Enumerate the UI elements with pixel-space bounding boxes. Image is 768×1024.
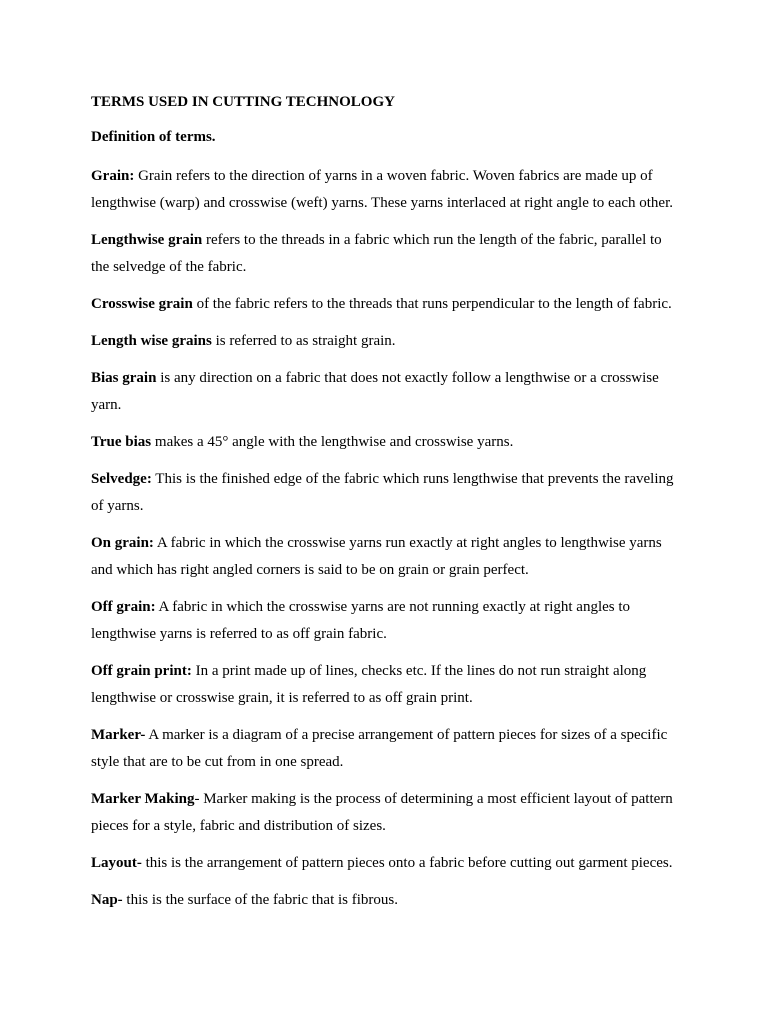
definition-term: Lengthwise grain — [91, 232, 203, 248]
definition-term: Marker Making — [91, 791, 195, 807]
definition-term: Length wise grains — [91, 333, 212, 349]
definition-text: A fabric in which the crosswise yarns are not running exactly at right angles to lengthwise yarns is referred to as off grain fabric. — [91, 599, 631, 642]
definition-entry — [91, 786, 680, 840]
definition-term: Selvedge: — [91, 471, 152, 487]
definition-entry — [91, 530, 680, 584]
definition-term: Layout- — [91, 855, 142, 871]
document-subtitle: Definition of terms. — [91, 129, 216, 145]
definition-text: refers to the threads in a fabric which run the length of the fabric, parallel to the selvedge of the fabric. — [91, 232, 662, 275]
definition-term: Off grain print: — [91, 663, 192, 679]
definition-text: A fabric in which the crosswise yarns run exactly at right angles to lengthwise yarns and which has right angled corners is said to be on grain or grain perfect. — [91, 535, 662, 578]
definition-entry — [91, 722, 680, 776]
definition-text: of the fabric refers to the threads that runs perpendicular to the length of fabric. — [192, 296, 672, 312]
definition-text: This is the finished edge of the fabric which runs lengthwise that prevents the raveling of yarns. — [91, 471, 674, 514]
definition-entry — [91, 227, 680, 281]
definition-term: Grain: — [91, 168, 135, 184]
definition-entry — [91, 429, 680, 456]
definition-text: A marker is a diagram of a precise arrangement of pattern pieces for sizes of a specific style that are to be cut from in one spread. — [91, 727, 668, 770]
definition-entry — [91, 163, 680, 217]
definition-term: True bias — [91, 434, 152, 450]
definition-term: Marker- — [91, 727, 146, 743]
definition-term: Crosswise grain — [91, 296, 193, 312]
definition-term: Off grain: — [91, 599, 156, 615]
definition-text: In a print made up of lines, checks etc. If the lines do not run straight along lengthwise or crosswise grain, it is referred to as off grain print. — [91, 663, 647, 706]
definition-term: Bias grain — [91, 370, 157, 386]
definition-term: On grain: — [91, 535, 154, 551]
definition-text: this is the surface of the fabric that is fibrous. — [122, 892, 399, 908]
definition-text: makes a 45° angle with the lengthwise and crosswise yarns. — [151, 434, 514, 450]
definition-text: Grain refers to the direction of yarns in a woven fabric. Woven fabrics are made up of lengthwise (warp) and crosswise (weft) yarns. These yarns interlaced at right angle to each other. — [91, 168, 674, 211]
definition-entry — [91, 466, 680, 520]
definition-text: this is the arrangement of pattern pieces onto a fabric before cutting out garment pieces. — [141, 855, 673, 871]
definition-entry — [91, 658, 680, 712]
definition-entry — [91, 594, 680, 648]
definition-entry — [91, 328, 680, 355]
definition-entry — [91, 887, 680, 914]
definition-entry — [91, 291, 680, 318]
definition-text: is any direction on a fabric that does not exactly follow a lengthwise or a crosswise yarn. — [91, 370, 659, 413]
definition-term: Nap- — [91, 892, 123, 908]
definition-text: is referred to as straight grain. — [211, 333, 396, 349]
definition-entry — [91, 850, 680, 877]
definition-entry — [91, 365, 680, 419]
definition-text: - Marker making is the process of determining a most efficient layout of pattern pieces for a style, fabric and distribution of sizes. — [91, 791, 673, 834]
document-title: TERMS USED IN CUTTING TECHNOLOGY — [91, 94, 395, 110]
